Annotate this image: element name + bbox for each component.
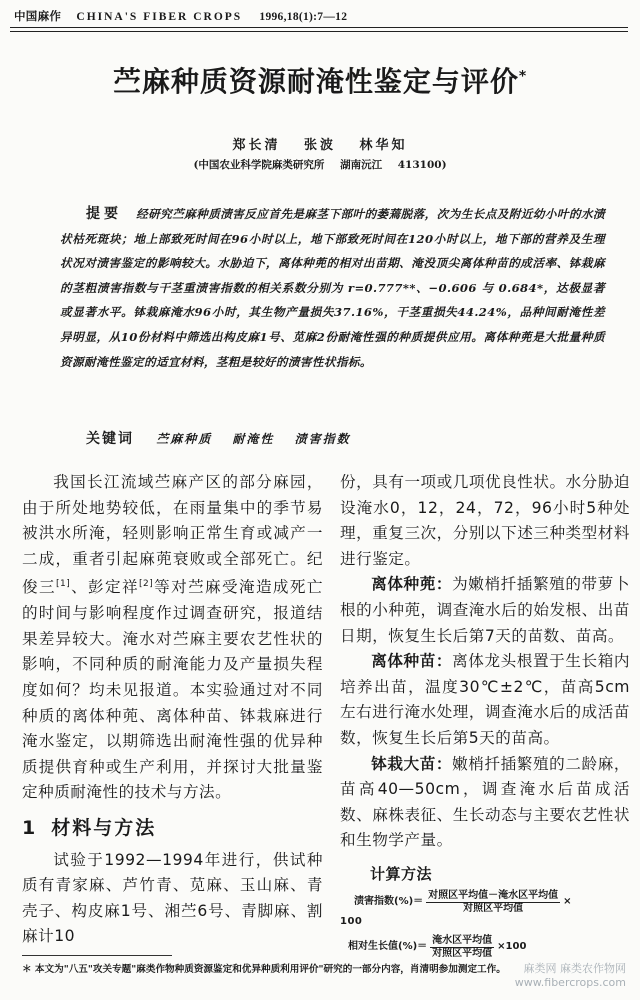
formula-denominator: 对照区平均值 bbox=[463, 902, 524, 914]
calc-method-label: 计算方法 bbox=[370, 864, 433, 883]
method-item bbox=[340, 752, 630, 854]
footnote-rule bbox=[22, 955, 172, 956]
footnote: ＊ 本文为"八五"攻关专题"麻类作物种质资源鉴定和优异种质利用评价"研究的一部分内容，肖清明参加测定工作。 bbox=[22, 964, 506, 975]
abstract-label: 提要 bbox=[86, 206, 123, 222]
formula-multiply: × bbox=[563, 896, 572, 907]
watermark-url: www.fibercrops.com bbox=[514, 976, 626, 989]
author: 林华知 bbox=[359, 138, 408, 153]
watermark-line: 麻类网 麻类农作物网 bbox=[523, 962, 626, 975]
formula-lhs: 相对生长值(%)＝ bbox=[348, 941, 428, 952]
title-footnote-mark: * bbox=[518, 68, 528, 85]
method-item-label: 离体种蔸： bbox=[371, 575, 453, 594]
methods-paragraph: 试验于1992—1994年进行，供试种质有青家麻、芦竹青、苋麻、玉山麻、青壳子、构皮麻1号、湘苎6号、青脚麻、割麻计10 bbox=[22, 850, 323, 946]
citation-ref: [1] bbox=[55, 579, 71, 590]
method-item-label: 离体种苗： bbox=[371, 652, 453, 671]
intro-text-a: 我国长江流域苎麻产区的部分麻园，由于所处地势较低，在雨量集中的季节易被洪水所淹，轻则影响正常生育或减产一二成，重者引起麻蔸衰败或全部死亡。纪俊三 bbox=[22, 473, 323, 597]
method-item-text: 为嫩梢扦插繁殖的带萝卜根的小种蔸，调查淹水后的始发根、出苗日期，恢复生长后第7天的苗数、苗高。 bbox=[340, 575, 630, 645]
running-head bbox=[14, 8, 614, 24]
header-rule-thin bbox=[10, 31, 628, 32]
method-item-text: 嫩梢扦插繁殖的二龄麻，苗高40—50cm，调查淹水后苗成活数、麻株表征、生长动态与主要农艺性状和生物学产量。 bbox=[340, 754, 630, 850]
header-rule bbox=[10, 27, 628, 28]
abstract-text: 经研究苎麻种质渍害反应首先是麻茎下部叶的萎蔫脱落，次为生长点及附近幼小叶的水渍状枯死斑块；地上部致死时间在96小时以上，地下部致死时间在120小时以上，地下部的营养及生理状况对渍害鉴定的影响较大。水胁迫下，离体种蔸的相对出苗期、淹没顶尖离体种苗的成活率、钵栽麻的茎粗渍害指数与干茎重渍害指数的相关系数分别为 r=0.777**、−0.606 与 0.684*，达极显著或显著水平。钵栽麻淹水96小时，其生物产量损失37.16%，干茎重损失44.24%，品种间耐淹性差异明显，从10份材料中筛选出构皮麻1号、苋麻2份耐淹性强的种质提供应用。离体种蔸是大批量种质资源耐淹性鉴定的适宜材料，茎粗是较好的渍害性状指标。 bbox=[60, 207, 605, 369]
formula-denominator: 对照区平均值 bbox=[432, 947, 493, 959]
intro-text-c: 等对苎麻受淹造成死亡的时间与影响程度作过调查研究，报道结果差异较大。淹水对苎麻主要农艺性状的影响，不同种质的耐淹能力及产量损失程度如何？均未见报道。本实验通过对不同种质的离体种蔸、离体种苗、钵栽麻进行淹水鉴定，以期筛选出耐淹性强的优异种质提供育种或生产利用，并探讨大批量鉴定种质耐淹性的技术与方法。 bbox=[22, 578, 323, 802]
affiliation-institute: (中国农业科学院麻类研究所 bbox=[193, 159, 325, 171]
body-column-right bbox=[340, 470, 630, 960]
section-number: 1 bbox=[22, 816, 38, 839]
abstract bbox=[60, 202, 605, 374]
section-heading bbox=[22, 816, 323, 842]
method-item-text: 离体龙头根置于生长箱内培养出苗，温度30℃±2℃，苗高5cm左右进行淹水处理，调查淹水后的成活苗数，恢复生长后第5天的苗高。 bbox=[340, 652, 630, 747]
affiliation bbox=[0, 157, 640, 172]
journal-name-cn: 中国麻作 bbox=[14, 11, 62, 23]
keyword: 耐淹性 bbox=[232, 432, 275, 446]
formula-multiply: ×100 bbox=[497, 941, 527, 952]
journal-name-en: CHINA'S FIBER CROPS bbox=[76, 11, 243, 23]
paper-title bbox=[0, 60, 640, 100]
keyword: 苎麻种质 bbox=[156, 432, 213, 446]
method-item bbox=[340, 572, 630, 649]
formula-relative-growth bbox=[348, 935, 630, 960]
formula-fraction bbox=[426, 890, 560, 915]
intro-text-b: 、彭定祥 bbox=[70, 578, 139, 597]
author-list bbox=[0, 134, 640, 153]
keywords bbox=[86, 428, 367, 448]
formula-numerator: 淹水区平均值 bbox=[432, 934, 493, 946]
section-title: 材料与方法 bbox=[51, 816, 157, 839]
keywords-label: 关键词 bbox=[86, 431, 134, 447]
paper-title-text: 苎麻种质资源耐淹性鉴定与评价 bbox=[112, 65, 519, 98]
formula-injury-index bbox=[354, 890, 630, 915]
method-item bbox=[340, 649, 630, 751]
body-column-left bbox=[22, 470, 323, 950]
method-item-label: 钵栽大苗： bbox=[371, 754, 453, 773]
formula-tail: 100 bbox=[340, 915, 363, 927]
watermark bbox=[515, 962, 626, 990]
affiliation-location: 湖南沅江 bbox=[340, 159, 383, 171]
keyword: 渍害指数 bbox=[294, 432, 351, 446]
formula-fraction bbox=[430, 935, 494, 960]
citation-ref: [2] bbox=[138, 579, 154, 590]
author: 张波 bbox=[303, 138, 336, 153]
affiliation-postcode: 413100) bbox=[397, 159, 447, 171]
methods-paragraph-cont: 份，具有一项或几项优良性状。水分胁迫设淹水0，12，24，72，96小时5种处理，重复三次，分别以下述三种类型材料进行鉴定。 bbox=[340, 473, 630, 568]
formula-numerator: 对照区平均值－淹水区平均值 bbox=[428, 889, 559, 901]
journal-citation: 1996,18(1):7—12 bbox=[259, 11, 348, 23]
intro-paragraph bbox=[22, 470, 323, 806]
formula-lhs: 渍害指数(%)＝ bbox=[354, 896, 424, 907]
author: 郑长清 bbox=[232, 138, 281, 153]
